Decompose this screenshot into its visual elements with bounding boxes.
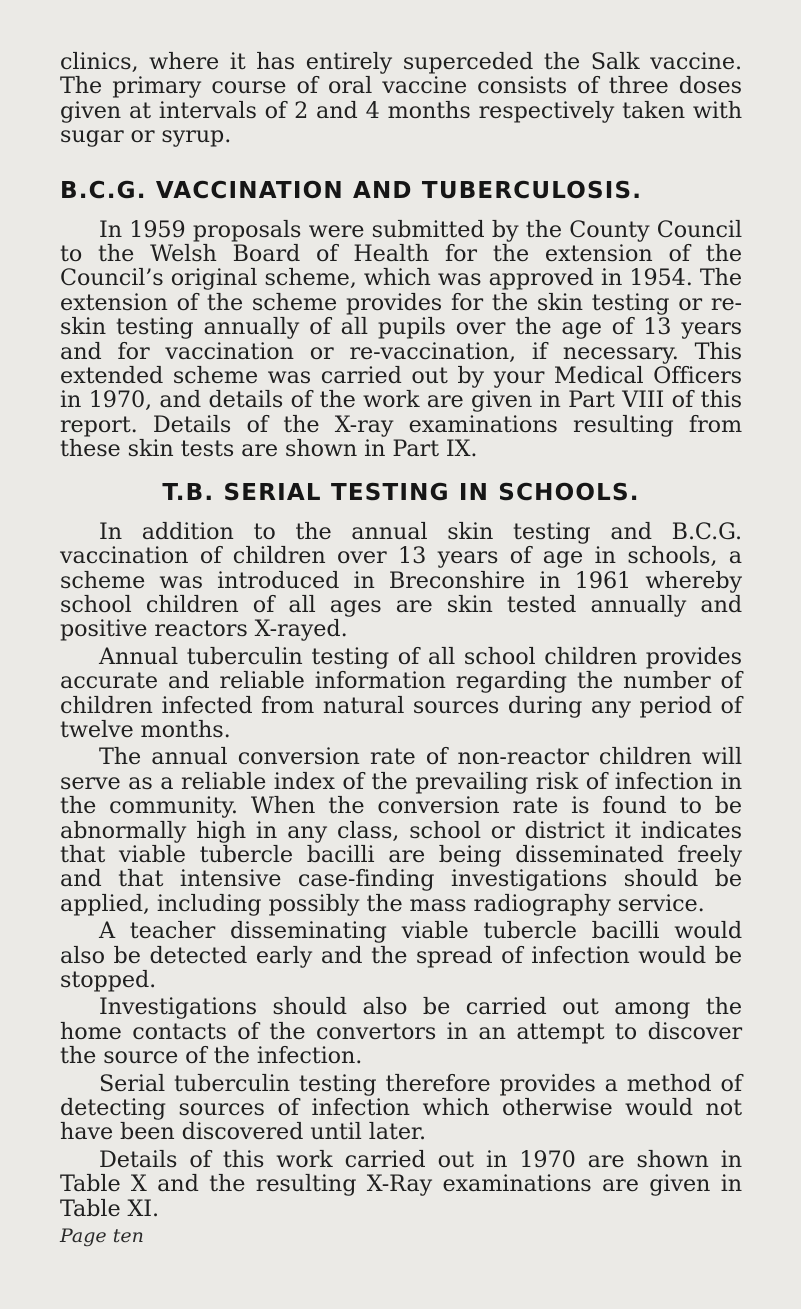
paragraph-serial-testing: Serial tuberculin testing therefore provides a method of detecting sources of infection which otherwise would not have been discovered until later. [60,1070,742,1146]
paragraph-annual-testing: Annual tuberculin testing of all school children provides accurate and reliable information regarding the number of children infected from natural sources during any period of twelve months. [60,643,742,743]
paragraph-teacher: A teacher disseminating viable tubercle bacilli would also be detected early and the spread of infection would be stopped. [60,918,742,993]
page-number: Page ten [60,1225,144,1248]
paragraph-details-tables: Details of this work carried out in 1970 are shown in Table X and the resulting X-Ray examinations are given in Table XI. [60,1146,742,1222]
paragraph-investigations: Investigations should also be carried out among the home contacts of the convertors in an attempt to discover the source of the infection. [60,994,742,1070]
paragraph-conversion-rate: The annual conversion rate of non-reactor children will serve as a reliable index of the prevailing risk of infection in the community. When the conversion rate is found to be abnormally high in any class, school or district it indicates that viable tubercle bacilli are being disseminated freely and that intensive case-finding investigations should be applied, including possibly the mass radiography service. [60,744,742,917]
heading-bcg-vaccination: B.C.G. VACCINATION AND TUBERCULOSIS. [60,177,643,204]
paragraph-breconshire-scheme: In addition to the annual skin testing and B.C.G. vaccination of children over 13 years of age in schools, a scheme was introduced in Breconshire in 1961 whereby school children of all ages are skin tested annually and positive reactors X-rayed. [60,518,742,643]
paragraph-polio-vaccine: clinics, where it has entirely superceded the Salk vaccine. The primary course of oral vaccine consists of three doses given at intervals of 2 and 4 months respectively taken with sugar or syrup. [60,49,742,149]
document-page [60,50,742,1247]
paragraph-bcg-scheme: In 1959 proposals were submitted by the County Council to the Welsh Board of Health for the extension of the Council’s original scheme, which was approved in 1954. The extension of the scheme provides for the skin testing or re-skin testing annually of all pupils over the age of 13 years and for vaccination or re-vaccination, if necessary. This extended scheme was carried out by your Medical Officers in 1970, and details of the work are given in Part VIII of this report. Details of the X-ray examinations resulting from these skin tests are shown in Part IX. [60,216,742,463]
heading-tb-serial-testing: T.B. SERIAL TESTING IN SCHOOLS. [162,479,640,506]
